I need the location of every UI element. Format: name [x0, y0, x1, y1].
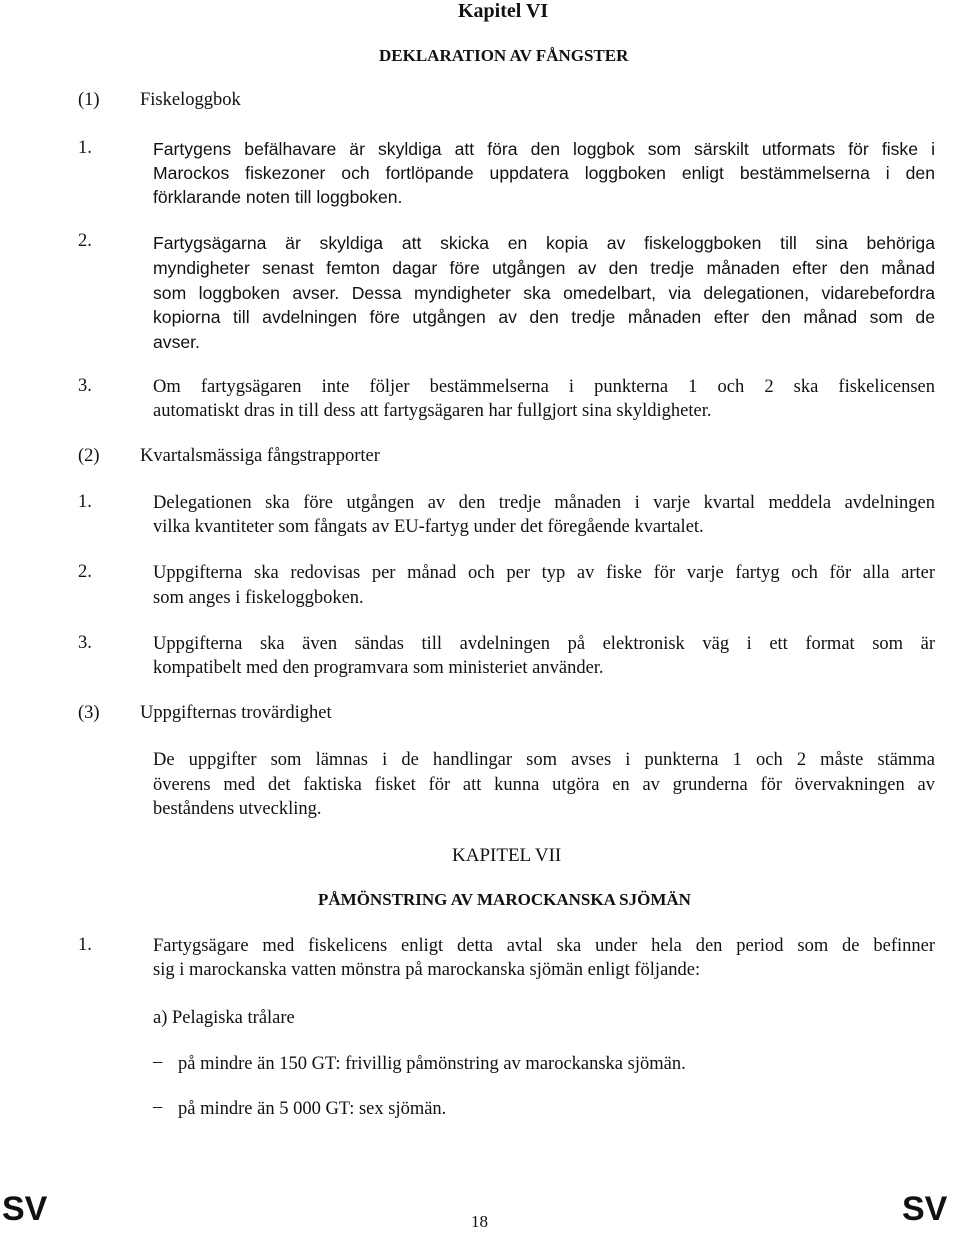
- paragraph-line: kopiorna till avdelningen före utgången av den tredje månaden efter den månad som de: [153, 307, 935, 327]
- paragraph-number: 2.: [78, 562, 92, 582]
- page-number: 18: [471, 1212, 488, 1231]
- paragraph-line: Marockos fiskezoner och fortlöpande uppdatera loggboken enligt bestämmelserna i den: [153, 163, 935, 183]
- paragraph-line: som anges i fiskeloggboken.: [153, 588, 364, 608]
- paragraph-line: Uppgifterna ska redovisas per månad och per typ av fiske för varje fartyg och för alla arter: [153, 563, 935, 583]
- paragraph-line: sig i marockanska vatten mönstra på marockanska sjömän enligt följande:: [153, 960, 701, 980]
- paragraph-line: avser.: [153, 332, 200, 352]
- section-title: Uppgifternas trovärdighet: [140, 703, 332, 723]
- paragraph-line: myndigheter senast femton dagar före utgången av den tredje månaden efter den månad: [153, 258, 935, 278]
- bullet-item: på mindre än 150 GT: frivillig påmönstring av marockanska sjömän.: [178, 1054, 686, 1074]
- paragraph-line: som loggboken avser. Dessa myndigheter ska omedelbart, via delegationen, vidarebefordra: [153, 283, 935, 303]
- dash-bullet: –: [153, 1052, 163, 1072]
- paragraph-line: automatiskt dras in till dess att fartygsägaren har fullgjort sina skyldigheter.: [153, 401, 712, 421]
- paragraph-line: Fartygsägarna är skyldiga att skicka en kopia av fiskeloggboken till sina behöriga: [153, 233, 935, 253]
- bullet-item: på mindre än 5 000 GT: sex sjömän.: [178, 1099, 447, 1119]
- section-title: Kvartalsmässiga fångstrapporter: [140, 446, 380, 466]
- section-number: (3): [78, 703, 100, 723]
- chapter-heading: DEKLARATION AV FÅNGSTER: [379, 46, 629, 65]
- paragraph-number: 3.: [78, 376, 92, 396]
- chapter-title: KAPITEL VII: [452, 845, 562, 866]
- paragraph-number: 3.: [78, 633, 92, 653]
- paragraph-line: Om fartygsägaren inte följer bestämmelserna i punkterna 1 och 2 ska fiskelicensen: [153, 377, 935, 397]
- section-number: (1): [78, 90, 100, 110]
- sub-item-label: a) Pelagiska trålare: [153, 1008, 295, 1028]
- section-number: (2): [78, 446, 100, 466]
- paragraph-line: förklarande noten till loggboken.: [153, 187, 403, 207]
- paragraph-line: överens med det faktiska fisket för att kunna utgöra en av grunderna för övervakningen av: [153, 775, 935, 795]
- footer-language-right: SV: [902, 1190, 948, 1228]
- paragraph-line: De uppgifter som lämnas i de handlingar som avses i punkterna 1 och 2 måste stämma: [153, 750, 935, 770]
- paragraph-line: beståndens utveckling.: [153, 799, 322, 819]
- paragraph-line: Fartygsägare med fiskelicens enligt detta avtal ska under hela den period som de befinner: [153, 936, 935, 956]
- footer-language-left: SV: [2, 1190, 48, 1228]
- paragraph-line: kompatibelt med den programvara som ministeriet använder.: [153, 658, 604, 678]
- paragraph-number: 1.: [78, 138, 92, 158]
- paragraph-line: vilka kvantiteter som fångats av EU-fartyg under det föregående kvartalet.: [153, 517, 704, 537]
- paragraph-line: Fartygens befälhavare är skyldiga att föra den loggbok som särskilt utformats för fiske i: [153, 139, 935, 159]
- dash-bullet: –: [153, 1097, 163, 1117]
- chapter-heading: PÅMÖNSTRING AV MAROCKANSKA SJÖMÄN: [318, 890, 691, 909]
- section-title: Fiskeloggbok: [140, 90, 241, 110]
- paragraph-line: Uppgifterna ska även sändas till avdelningen på elektronisk väg i ett format som är: [153, 634, 935, 654]
- paragraph-number: 2.: [78, 231, 92, 251]
- paragraph-number: 1.: [78, 935, 92, 955]
- paragraph-number: 1.: [78, 492, 92, 512]
- paragraph-line: Delegationen ska före utgången av den tredje månaden i varje kvartal meddela avdelningen: [153, 493, 935, 513]
- chapter-title: Kapitel VI: [458, 0, 549, 22]
